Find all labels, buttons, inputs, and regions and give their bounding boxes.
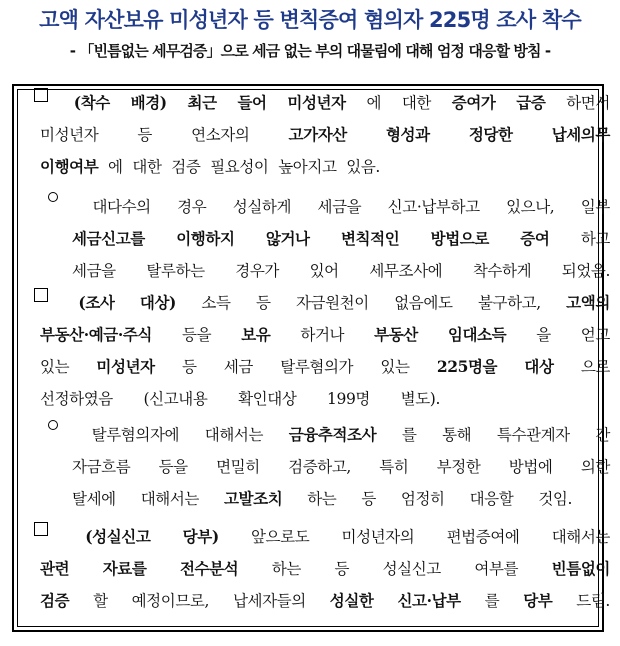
body-text: 성실신고 bbox=[382, 560, 441, 578]
body-text: 자금원천이 bbox=[295, 294, 369, 312]
body-text: 불구하고, bbox=[477, 294, 541, 312]
body-text: 있는 bbox=[40, 358, 70, 376]
text-line bbox=[34, 288, 610, 318]
body-text: 신고·납부하고 bbox=[387, 198, 480, 216]
emphasis-text: 들어 bbox=[237, 93, 267, 112]
emphasis-text: 변칙적인 bbox=[340, 229, 400, 248]
emphasis-text: 배경) bbox=[130, 93, 167, 112]
body-text: 대해서는 bbox=[204, 426, 264, 444]
body-text: 미성년자 bbox=[40, 126, 99, 144]
emphasis-text: 않거나 bbox=[265, 229, 310, 248]
body-text: 있으나, bbox=[506, 198, 555, 216]
emphasis-text: 이행여부 bbox=[40, 157, 99, 176]
body-text: 대응할 bbox=[469, 490, 514, 508]
emphasis-text: 보유 bbox=[241, 325, 271, 344]
body-text: 특히 bbox=[379, 458, 409, 476]
text-line bbox=[48, 420, 610, 450]
body-text: 세무조사에 bbox=[369, 262, 443, 280]
body-text: 선정하였음 bbox=[40, 390, 113, 408]
emphasis-text: 당부) bbox=[182, 527, 219, 546]
body-text: 납세자들의 bbox=[232, 592, 306, 610]
body-text: 대다수의 bbox=[92, 198, 151, 216]
body-text: 있음. bbox=[346, 158, 380, 176]
emphasis-text: 225명을 bbox=[436, 357, 498, 376]
body-text: 등 bbox=[334, 560, 350, 578]
body-text: 미성년자의 bbox=[341, 528, 415, 546]
body-text: 하는 bbox=[307, 490, 337, 508]
emphasis-text: (착수 bbox=[73, 93, 110, 112]
body-text: 의한 bbox=[580, 458, 610, 476]
body-text: 세금 bbox=[223, 358, 253, 376]
text-line bbox=[72, 256, 610, 286]
body-text: (신고내용 bbox=[143, 390, 208, 408]
emphasis-text: 세금신고를 bbox=[72, 229, 145, 248]
emphasis-text: 금융추적조사 bbox=[288, 425, 377, 444]
body-text: 얻고 bbox=[580, 326, 610, 344]
emphasis-text: (조사 bbox=[78, 293, 115, 312]
emphasis-text: 부동산 bbox=[374, 325, 418, 344]
text-line bbox=[40, 384, 440, 414]
emphasis-text: 최근 bbox=[187, 93, 217, 112]
body-text: 별도). bbox=[400, 390, 440, 408]
body-text: 에 bbox=[366, 94, 382, 112]
emphasis-text: 이행하지 bbox=[176, 229, 235, 248]
body-text: 를 bbox=[484, 592, 500, 610]
body-text: 경우가 bbox=[235, 262, 279, 280]
body-text: 등 bbox=[181, 358, 197, 376]
body-text: 하고 bbox=[580, 230, 610, 248]
body-text: 통해 bbox=[442, 426, 472, 444]
emphasis-text: 검증 bbox=[40, 591, 70, 610]
emphasis-text: 자료를 bbox=[102, 559, 147, 578]
text-line bbox=[72, 452, 610, 482]
emphasis-text: 빈틈없이 bbox=[551, 559, 610, 578]
emphasis-text: 부동산·예금·주식 bbox=[40, 325, 153, 344]
body-text: 있어 bbox=[309, 262, 339, 280]
page-subtitle: - 「빈틈없는 세무검증」으로 세금 없는 부의 대물림에 대해 엄정 대응할 방침 - bbox=[69, 42, 551, 60]
body-text: 착수하게 bbox=[472, 262, 532, 280]
body-text: 에 bbox=[108, 158, 123, 176]
body-text: 대한 bbox=[132, 158, 162, 176]
body-text: 세금을 bbox=[72, 262, 116, 280]
body-text: 등을 bbox=[158, 458, 188, 476]
body-text: 부정한 bbox=[436, 458, 481, 476]
emphasis-text: 대상 bbox=[524, 357, 554, 376]
body-text: 등을 bbox=[182, 326, 212, 344]
text-line bbox=[40, 320, 610, 350]
circle-bullet-icon bbox=[48, 192, 58, 202]
body-text: 연소자의 bbox=[191, 126, 250, 144]
body-text: 확인대상 bbox=[238, 390, 297, 408]
body-text: 드림. bbox=[576, 592, 610, 610]
emphasis-text: 전수분석 bbox=[179, 559, 239, 578]
body-text: 있는 bbox=[380, 358, 410, 376]
text-line bbox=[72, 484, 572, 514]
text-line bbox=[48, 192, 610, 222]
body-text: 경우 bbox=[177, 198, 207, 216]
emphasis-text: 성실한 bbox=[329, 591, 374, 610]
body-text: 되었음. bbox=[561, 262, 610, 280]
body-text: 등 bbox=[361, 490, 376, 508]
body-text: 탈루혐의자에 bbox=[91, 426, 180, 444]
text-line bbox=[40, 554, 610, 584]
emphasis-text: (성실신고 bbox=[85, 527, 151, 546]
body-text: 으로 bbox=[580, 358, 610, 376]
body-text: 대해서는 bbox=[140, 490, 199, 508]
body-text: 간 bbox=[595, 426, 610, 444]
emphasis-text: 형성과 bbox=[385, 125, 430, 144]
body-text: 성실하게 bbox=[232, 198, 292, 216]
emphasis-text: 급증 bbox=[516, 93, 546, 112]
emphasis-text: 고액의 bbox=[566, 293, 610, 312]
body-text: 필요성이 bbox=[210, 158, 269, 176]
body-text: 를 bbox=[401, 426, 417, 444]
body-text: 할 bbox=[93, 592, 108, 610]
body-text: 방법에 bbox=[508, 458, 553, 476]
body-text: 하는 bbox=[271, 560, 301, 578]
body-text: 을 bbox=[536, 326, 551, 344]
body-text: 대한 bbox=[401, 94, 431, 112]
text-line bbox=[34, 522, 610, 552]
emphasis-text: 증여가 bbox=[451, 93, 496, 112]
body-text: 특수관계자 bbox=[496, 426, 570, 444]
summary-box bbox=[12, 84, 610, 632]
page-title: 고액 자산보유 미성년자 등 변칙증여 혐의자 225명 조사 착수 bbox=[39, 8, 581, 32]
emphasis-text: 방법으로 bbox=[430, 229, 489, 248]
body-text: 편법증여에 bbox=[446, 528, 520, 546]
body-text: 하거나 bbox=[300, 326, 345, 344]
emphasis-text: 임대소득 bbox=[447, 325, 507, 344]
emphasis-text: 관련 bbox=[40, 559, 70, 578]
text-line bbox=[40, 586, 610, 616]
body-text: 면밀히 bbox=[216, 458, 260, 476]
body-text: 자금흐름 bbox=[72, 458, 131, 476]
body-text: 것임. bbox=[538, 490, 572, 508]
emphasis-text: 고발조치 bbox=[223, 489, 283, 508]
square-bullet-icon bbox=[34, 88, 48, 102]
body-text: 여부를 bbox=[474, 560, 519, 578]
text-line bbox=[34, 88, 610, 118]
emphasis-text: 미성년자 bbox=[287, 93, 346, 112]
emphasis-text: 대상) bbox=[139, 293, 176, 312]
emphasis-text: 증여 bbox=[520, 229, 550, 248]
body-text: 일부 bbox=[580, 198, 610, 216]
square-bullet-icon bbox=[34, 288, 48, 302]
text-line bbox=[40, 120, 610, 150]
emphasis-text: 당부 bbox=[523, 591, 553, 610]
square-bullet-icon bbox=[34, 522, 48, 536]
body-text: 없음에도 bbox=[394, 294, 453, 312]
body-text: 탈세에 bbox=[72, 490, 116, 508]
body-text: 높아지고 bbox=[278, 158, 337, 176]
body-text: 탈루하는 bbox=[146, 262, 205, 280]
body-text: 검증 bbox=[171, 158, 201, 176]
text-line bbox=[72, 224, 610, 254]
emphasis-text: 고가자산 bbox=[288, 125, 347, 144]
body-text: 탈루혐의가 bbox=[280, 358, 354, 376]
body-text: 세금을 bbox=[317, 198, 362, 216]
body-text: 199명 bbox=[327, 390, 371, 408]
emphasis-text: 납세의무 bbox=[551, 125, 610, 144]
emphasis-text: 정당한 bbox=[468, 125, 513, 144]
body-text: 대해서는 bbox=[551, 528, 610, 546]
body-text: 앞으로도 bbox=[250, 528, 310, 546]
emphasis-text: 신고·납부 bbox=[397, 591, 461, 610]
text-line bbox=[40, 152, 380, 182]
body-text: 하면서 bbox=[566, 94, 610, 112]
body-text: 검증하고, bbox=[288, 458, 351, 476]
body-text: 등 bbox=[255, 294, 271, 312]
emphasis-text: 미성년자 bbox=[96, 357, 155, 376]
circle-bullet-icon bbox=[48, 420, 58, 430]
body-text: 예정이므로, bbox=[131, 592, 210, 610]
body-text: 등 bbox=[137, 126, 152, 144]
body-text: 소득 bbox=[201, 294, 231, 312]
text-line bbox=[40, 352, 610, 382]
body-text: 엄정히 bbox=[400, 490, 445, 508]
